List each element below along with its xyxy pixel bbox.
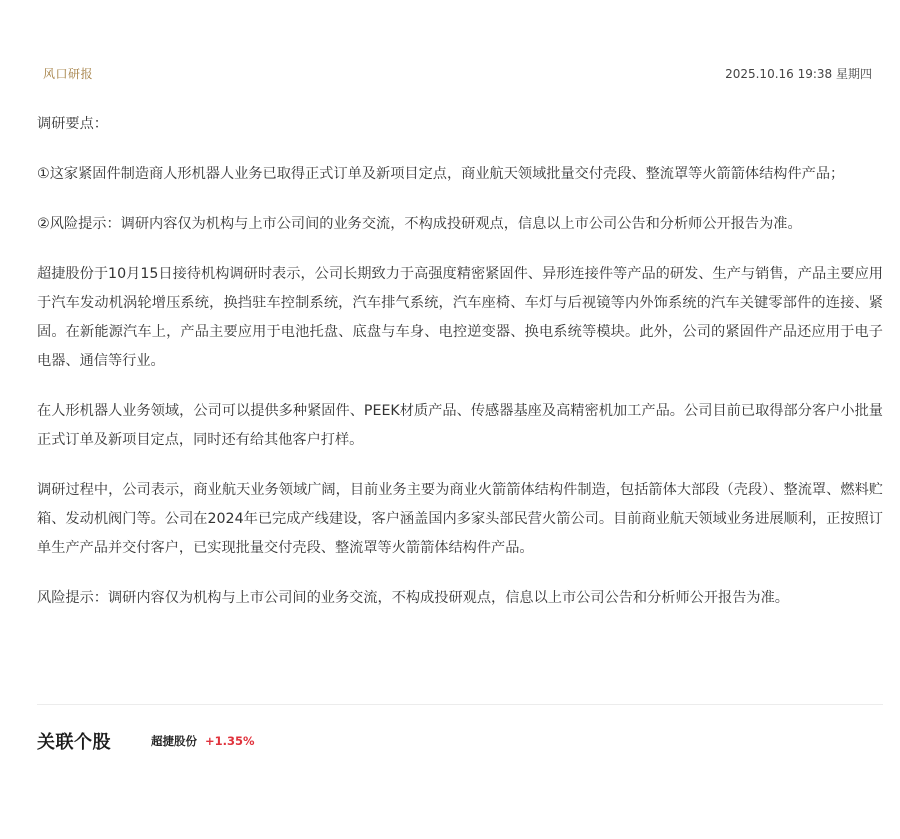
body-paragraph: 调研过程中，公司表示，商业航天业务领域广阔，目前业务主要为商业火箭箭体结构件制造，包括箭体大部段（壳段）、整流罩、燃料贮箱、发动机阀门等。公司在2024年已完成产线建设，客户涵盖国内多家头部民营火箭公司。目前商业航天领域业务进展顺利，正按照订单生产产品并交付客户，已实现批量交付壳段、整流罩等火箭箭体结构件产品。 [37, 482, 883, 556]
publish-datetime: 2025.10.16 19:38 星期四 [725, 66, 872, 81]
source-link[interactable]: 风口研报 [43, 66, 94, 81]
summary-point-2: ②风险提示：调研内容仅为机构与上市公司间的业务交流，不构成投研观点，信息以上市公司公告和分析师公开报告为准。 [37, 216, 802, 232]
article-header [43, 63, 872, 83]
stock-name[interactable]: 超捷股份 [151, 734, 197, 748]
section-divider [37, 704, 883, 705]
body-paragraph: 超捷股份于10月15日接待机构调研时表示，公司长期致力于高强度精密紧固件、异形连接件等产品的研发、生产与销售，产品主要应用于汽车发动机涡轮增压系统，换挡驻车控制系统，汽车排气系统，汽车座椅、车灯与后视镜等内外饰系统的汽车关键零部件的连接、紧固。在新能源汽车上，产品主要应用于电池托盘、底盘与车身、电控逆变器、换电系统等模块。此外，公司的紧固件产品还应用于电子电器、通信等行业。 [37, 266, 883, 369]
stock-chip[interactable] [151, 733, 255, 749]
summary-point-1: ①这家紧固件制造商人形机器人业务已取得正式订单及新项目定点，商业航天领域批量交付壳段、整流罩等火箭箭体结构件产品； [37, 166, 845, 182]
related-stocks [37, 727, 255, 755]
body-paragraph: 在人形机器人业务领域，公司可以提供多种紧固件、PEEK材质产品、传感器基座及高精密机加工产品。公司目前已取得部分客户小批量正式订单及新项目定点，同时还有给其他客户打样。 [37, 403, 883, 448]
stock-change: +1.35% [205, 734, 255, 748]
summary-heading: 调研要点： [37, 116, 108, 132]
related-stocks-title: 关联个股 [37, 732, 111, 753]
risk-disclaimer: 风险提示：调研内容仅为机构与上市公司间的业务交流，不构成投研观点，信息以上市公司公告和分析师公开报告为准。 [37, 590, 789, 606]
article-body [37, 110, 883, 634]
